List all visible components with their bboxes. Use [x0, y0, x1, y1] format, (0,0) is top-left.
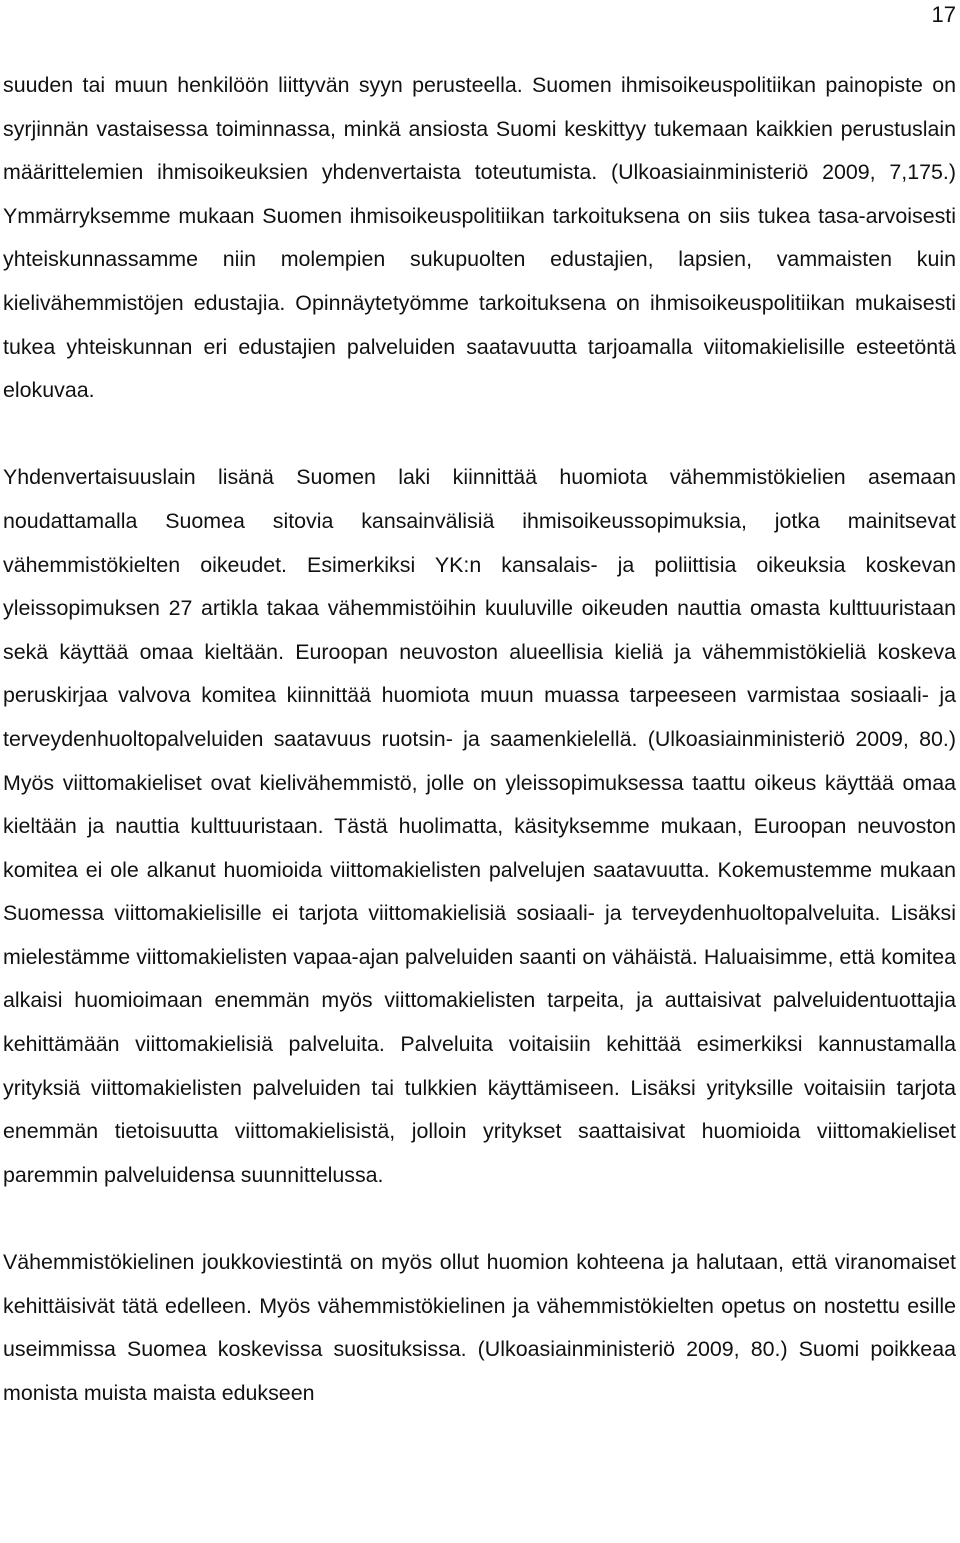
page-number: 17	[931, 2, 956, 27]
paragraph-minority-languages: Yhdenvertaisuuslain lisänä Suomen laki kiinnittää huomiota vähemmistökielien asemaan noudattamalla Suomea sitovia kansainvälisiä ihmisoikeussopimuksia, jotka mainitsevat vähemmistökielten oikeudet. Esimerkiksi YK:n kansalais- ja poliittisia oikeuksia koskevan yleissopimuksen 27 artikla takaa vähemmistöihin kuuluville oikeuden nauttia omasta kulttuuristaan sekä käyttää omaa kieltään. Euroopan neuvoston alueellisia kieliä ja vähemmistökieliä koskeva peruskirjaa valvova komitea kiinnittää huomiota muun muassa tarpeeseen varmistaa sosiaali- ja terveydenhuoltopalveluiden saatavuus ruotsin- ja saamenkielellä. (Ulkoasiainministeriö 2009, 80.) Myös viittomakieliset ovat kielivähemmistö, jolle on yleissopimuksessa taattu oikeus käyttää omaa kieltään ja nauttia kulttuuristaan. Tästä huolimatta, käsityksemme mukaan, Euroopan neuvoston komitea ei ole alkanut huomioida viittomakielisten palvelujen saatavuutta. Kokemustemme mukaan Suomessa viittomakielisille ei tarjota viittomakielisiä sosiaali- ja terveydenhuoltopalveluita. Lisäksi mielestämme viittomakielisten vapaa-ajan palveluiden saanti on vähäistä. Haluaisimme, että komitea alkaisi huomioimaan enemmän myös viittomakielisten tarpeita, ja auttaisivat palveluidentuottajia kehittämään viittomakielisiä palveluita. Palveluita voitaisiin kehittää esimerkiksi kannustamalla yrityksiä viittomakielisten palveluiden tai tulkkien käyttämiseen. Lisäksi yrityksille voitaisiin tarjota enemmän tietoisuutta viittomakielisistä, jolloin yritykset saattaisivat huomioida viittomakieliset paremmin palveluidensa suunnittelussa.	[3, 465, 956, 1187]
paragraph-minority-media: Vähemmistökielinen joukkoviestintä on myös ollut huomion kohteena ja halutaan, että viranomaiset kehittäisivät tätä edelleen. Myös vähemmistökielinen ja vähemmistökielten opetus on nostettu esille useimmissa Suomea koskevissa suosituksissa. (Ulkoasiainministeriö 2009, 80.) Suomi poikkeaa monista muista maista edukseen	[3, 1250, 956, 1405]
page-body	[3, 64, 956, 1415]
paragraph-human-rights-policy: suuden tai muun henkilöön liittyvän syyn perusteella. Suomen ihmisoikeuspolitiikan painopiste on syrjinnän vastaisessa toiminnassa, minkä ansiosta Suomi keskittyy tukemaan kaikkien perustuslain määrittelemien ihmisoikeuksien yhdenvertaista toteutumista. (Ulkoasiainministeriö 2009, 7,175.) Ymmärryksemme mukaan Suomen ihmisoikeuspolitiikan tarkoituksena on siis tukea tasa-arvoisesti yhteiskunnassamme niin molempien sukupuolten edustajien, lapsien, vammaisten kuin kielivähemmistöjen edustajia. Opinnäytetyömme tarkoituksena on ihmisoikeuspolitiikan mukaisesti tukea yhteiskunnan eri edustajien palveluiden saatavuutta tarjoamalla viitomakielisille esteetöntä elokuvaa.	[3, 73, 956, 403]
